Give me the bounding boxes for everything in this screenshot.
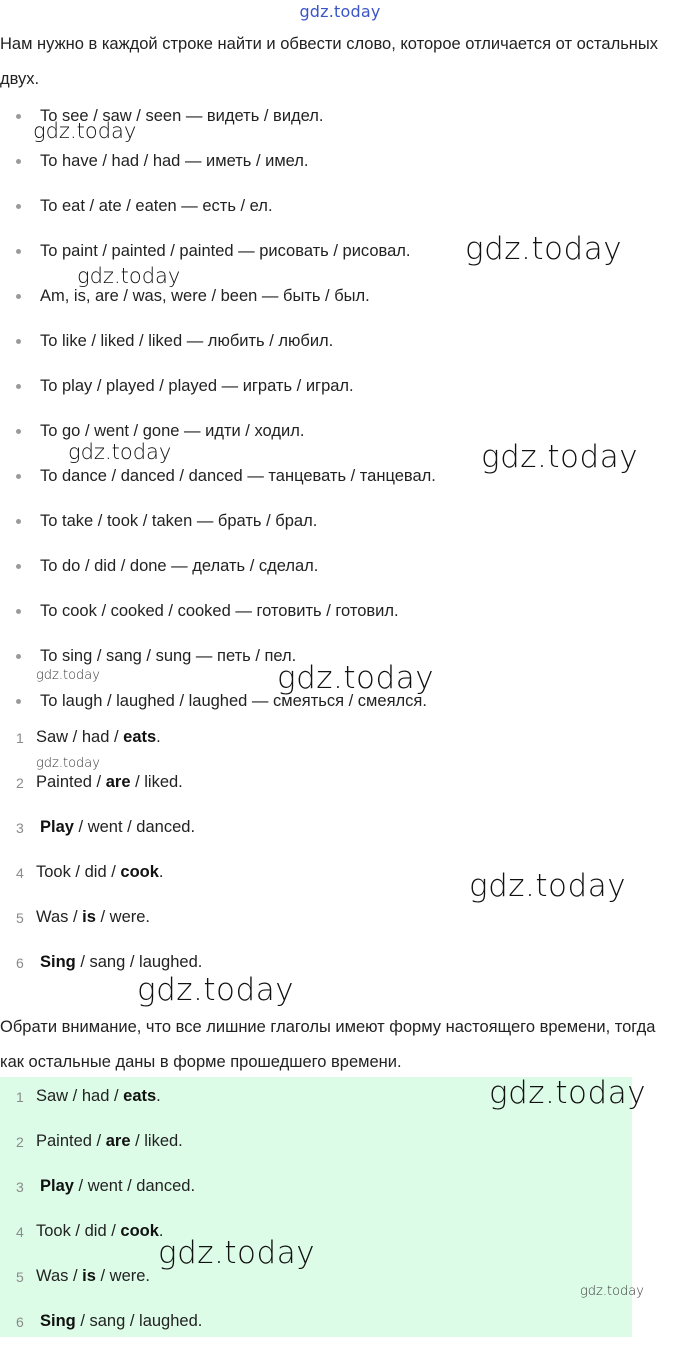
answer-text: . — [158, 863, 164, 881]
answer-text: / sang / laughed. — [75, 953, 203, 971]
answer-item — [0, 903, 640, 948]
answer-odd-word: is — [82, 1267, 96, 1285]
answer-text: Took / did / — [36, 1222, 121, 1240]
answer-text: Saw / had / — [36, 728, 124, 746]
answer-number: 6 — [16, 955, 24, 971]
watermark: gdz.today — [77, 264, 181, 288]
answer-text: / were. — [95, 1267, 151, 1285]
answer-number: 3 — [16, 1179, 24, 1195]
answer-item — [0, 768, 640, 813]
list-item-text: To like / liked / liked — любить / любил. — [40, 332, 334, 350]
watermark: gdz.today — [489, 1075, 647, 1111]
answer-item — [0, 948, 640, 993]
answer-odd-word: Play — [40, 818, 74, 836]
answer-number: 3 — [16, 820, 24, 836]
bullet-icon — [16, 429, 21, 434]
watermark: gdz.today — [469, 868, 627, 904]
answer-item — [0, 813, 640, 858]
answer-odd-word: Sing — [40, 1312, 76, 1330]
list-item-text: Am, is, are / was, were / been — быть / был. — [40, 287, 370, 305]
answer-number: 2 — [16, 1134, 24, 1150]
answer-text: / liked. — [130, 1132, 183, 1150]
answer-number: 4 — [16, 1224, 24, 1240]
list-item — [0, 593, 680, 638]
watermark: gdz.today — [36, 756, 100, 771]
answer-text: / went / danced. — [73, 818, 196, 836]
answer-item — [0, 1172, 640, 1217]
answer-number: 6 — [16, 1314, 24, 1330]
list-item — [0, 143, 680, 188]
list-item-text: To do / did / done — делать / сделал. — [40, 557, 319, 575]
list-item-text: To eat / ate / eaten — есть / ел. — [40, 197, 273, 215]
answer-text: Painted / — [36, 1132, 106, 1150]
watermark: gdz.today — [36, 668, 100, 683]
bullet-icon — [16, 384, 21, 389]
watermark: gdz.today — [580, 1284, 644, 1299]
answer-item — [0, 1307, 640, 1352]
answer-text: . — [156, 1087, 161, 1105]
answer-text: Saw / had / — [36, 1087, 124, 1105]
list-item-text: To go / went / gone — идти / ходил. — [40, 422, 305, 440]
answer-text: Painted / — [36, 773, 106, 791]
answer-number: 4 — [16, 865, 24, 881]
bullet-icon — [16, 474, 21, 479]
list-item-text: To laugh / laughed / laughed — смеяться / смеялся. — [40, 692, 427, 710]
watermark: gdz.today — [137, 972, 295, 1008]
answer-number: 5 — [16, 910, 24, 926]
answer-odd-word: are — [105, 773, 131, 791]
watermark: gdz.today — [465, 231, 623, 267]
answer-number: 1 — [16, 730, 24, 746]
bullet-icon — [16, 204, 21, 209]
answer-number: 5 — [16, 1269, 24, 1285]
answer-number: 1 — [16, 1089, 24, 1105]
watermark: gdz.today — [68, 440, 172, 464]
answer-odd-word: is — [82, 908, 96, 926]
answer-text: Was / — [36, 1267, 83, 1285]
list-item-text: To paint / painted / painted — рисовать / рисовал. — [40, 242, 411, 260]
answer-text: / were. — [95, 908, 151, 926]
list-item-text: To have / had / had — иметь / имел. — [40, 152, 309, 170]
list-item-text: To see / saw / seen — видеть / видел. — [40, 107, 324, 125]
list-item-text: To play / played / played — играть / играл. — [40, 377, 354, 395]
watermark: gdz.today — [158, 1235, 316, 1271]
bullet-icon — [16, 249, 21, 254]
answer-number: 2 — [16, 775, 24, 791]
list-item — [0, 323, 680, 368]
highlighted-answer-list — [0, 1082, 640, 1352]
watermark: gdz.today — [481, 439, 639, 475]
answer-odd-word: cook — [120, 863, 159, 881]
answer-text: / went / danced. — [73, 1177, 196, 1195]
answer-text: Was / — [36, 908, 83, 926]
answer-item — [0, 1262, 640, 1307]
list-item-text: To cook / cooked / cooked — готовить / готовил. — [40, 602, 399, 620]
answer-odd-word: are — [105, 1132, 131, 1150]
list-item-text: To sing / sang / sung — петь / пел. — [40, 647, 297, 665]
answer-text: / sang / laughed. — [75, 1312, 203, 1330]
bullet-icon — [16, 654, 21, 659]
answer-odd-word: Sing — [40, 953, 76, 971]
list-item-text: To take / took / taken — брать / брал. — [40, 512, 318, 530]
list-item — [0, 503, 680, 548]
verb-list — [0, 98, 680, 728]
answer-text: . — [156, 728, 161, 746]
bullet-icon — [16, 609, 21, 614]
watermark: gdz.today — [33, 119, 137, 143]
bullet-icon — [16, 339, 21, 344]
answer-odd-word: cook — [120, 1222, 159, 1240]
answer-odd-word: eats — [123, 728, 157, 746]
bullet-icon — [16, 114, 21, 119]
list-item — [0, 188, 680, 233]
answer-text: . — [158, 1222, 164, 1240]
list-item — [0, 548, 680, 593]
list-item — [0, 368, 680, 413]
intro-paragraph: Нам нужно в каждой строке найти и обвести слово, которое отличается от остальных двух. — [0, 35, 659, 88]
bullet-icon — [16, 294, 21, 299]
answer-text: / liked. — [130, 773, 183, 791]
bullet-icon — [16, 159, 21, 164]
bullet-icon — [16, 564, 21, 569]
answer-odd-word: eats — [123, 1087, 157, 1105]
answer-text: Took / did / — [36, 863, 121, 881]
watermark: gdz.today — [277, 660, 435, 696]
list-item-text: To dance / danced / danced — танцевать / танцевал. — [40, 467, 436, 485]
answer-odd-word: Play — [40, 1177, 74, 1195]
site-logo[interactable]: gdz.today — [299, 2, 381, 21]
answer-item — [0, 1127, 640, 1172]
note-paragraph: Обрати внимание, что все лишние глаголы имеют форму настоящего времени, тогда как остальные даны в форме прошедшего времени. — [0, 1018, 656, 1071]
bullet-icon — [16, 519, 21, 524]
answer-item — [0, 1217, 640, 1262]
bullet-icon — [16, 699, 21, 704]
